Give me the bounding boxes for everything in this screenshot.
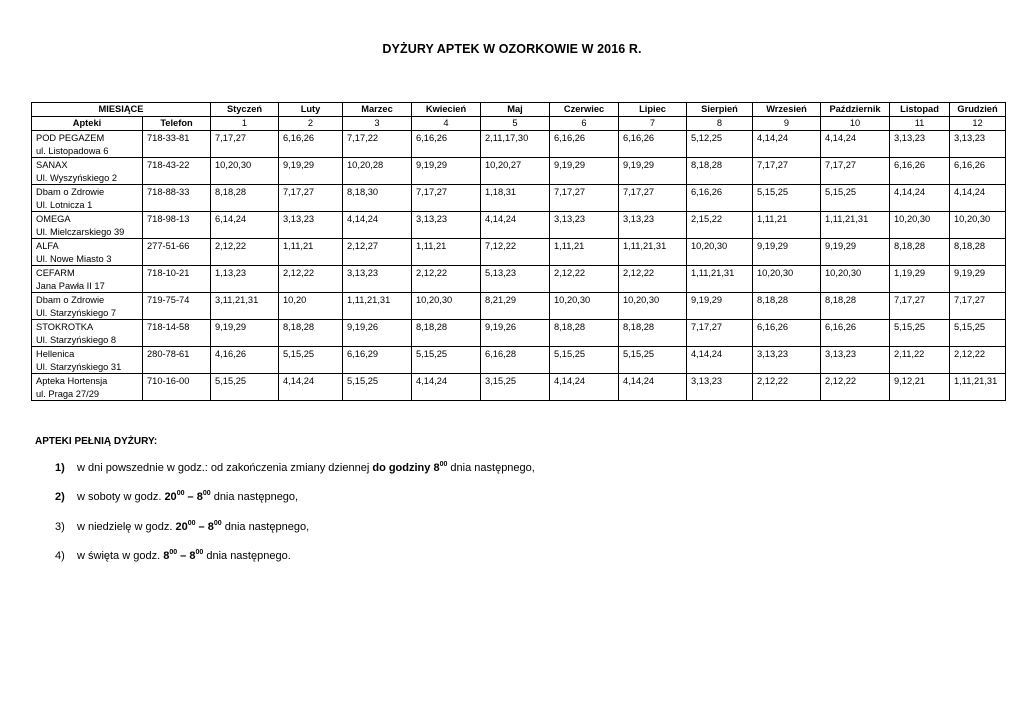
duty-days-cell: 3,13,23 (753, 347, 821, 374)
pharmacy-name: SANAX (36, 160, 68, 170)
duty-days-cell: 6,16,26 (550, 131, 619, 158)
duty-days-cell: 10,20,30 (412, 293, 481, 320)
duty-days-cell: 6,16,26 (890, 158, 950, 185)
duty-days-cell: 7,17,27 (211, 131, 279, 158)
phone-cell: 718-14-58 (143, 320, 211, 347)
duty-days-cell: 4,14,24 (950, 185, 1006, 212)
duty-days-cell: 5,15,25 (753, 185, 821, 212)
list-item (55, 550, 535, 579)
duty-days-cell: 4,14,24 (619, 374, 687, 401)
phone-cell: 718-88-33 (143, 185, 211, 212)
duty-days-cell: 10,20,28 (343, 158, 412, 185)
month-header: Czerwiec (550, 103, 619, 117)
month-number: 3 (343, 117, 412, 131)
duty-days-cell: 7,17,27 (619, 185, 687, 212)
rule-hour-minutes: 00 (213, 519, 222, 527)
duty-days-cell: 7,17,27 (753, 158, 821, 185)
month-header: Maj (481, 103, 550, 117)
phone-cell: 718-10-21 (143, 266, 211, 293)
duty-days-cell: 2,12,22 (412, 266, 481, 293)
phone-cell: 710-16-00 (143, 374, 211, 401)
duty-days-cell: 5,12,25 (687, 131, 753, 158)
rule-text: w święta w godz. (77, 549, 164, 562)
pharmacy-address: Ul. Lotnicza 1 (36, 199, 93, 210)
duty-days-cell: 4,14,24 (343, 212, 412, 239)
duty-days-cell: 8,18,28 (412, 320, 481, 347)
duty-days-cell: 5,15,25 (821, 185, 890, 212)
duty-days-cell: 1,11,21,31 (821, 212, 890, 239)
table-row (32, 212, 1006, 239)
duty-days-cell: 1,11,21 (753, 212, 821, 239)
duty-days-cell: 9,19,29 (279, 158, 343, 185)
pharmacy-address: Ul. Wyszyńskiego 2 (36, 172, 118, 183)
rule-hour: 20 (175, 520, 188, 533)
duty-days-cell: 9,19,29 (950, 266, 1006, 293)
rule-hour-minutes: 00 (195, 548, 204, 556)
month-number: 9 (753, 117, 821, 131)
duty-days-cell: 4,14,24 (821, 131, 890, 158)
month-header: Listopad (890, 103, 950, 117)
month-number: 7 (619, 117, 687, 131)
pharmacy-cell (32, 266, 143, 293)
rule-text: w dni powszednie w godz.: od zakończenia zmiany dziennej (77, 462, 373, 474)
month-number: 5 (481, 117, 550, 131)
duty-days-cell: 3,11,21,31 (211, 293, 279, 320)
list-item (55, 521, 535, 550)
duty-days-cell: 1,11,21 (279, 239, 343, 266)
duty-days-cell: 2,11,22 (890, 347, 950, 374)
duty-days-cell: 3,13,23 (950, 131, 1006, 158)
months-header-row (32, 103, 1006, 117)
duty-days-cell: 6,16,29 (343, 347, 412, 374)
table-row (32, 266, 1006, 293)
duty-days-cell: 9,19,29 (753, 239, 821, 266)
duty-days-cell: 6,16,26 (619, 131, 687, 158)
rule-hour-minutes: 00 (202, 490, 211, 498)
month-header: Lipiec (619, 103, 687, 117)
duty-days-cell: 6,16,26 (687, 185, 753, 212)
pharmacy-name: STOKROTKA (36, 322, 94, 332)
duty-days-cell: 10,20,30 (753, 266, 821, 293)
duty-days-cell: 6,16,26 (753, 320, 821, 347)
table-row (32, 158, 1006, 185)
pharmacy-name: OMEGA (36, 214, 71, 224)
list-item (55, 491, 535, 520)
pharmacy-name: ALFA (36, 241, 59, 251)
pharmacy-name: Dbam o Zdrowie (36, 187, 105, 197)
pharmacy-cell (32, 158, 143, 185)
duty-days-cell: 6,16,28 (481, 347, 550, 374)
duty-days-cell: 6,16,26 (279, 131, 343, 158)
duty-days-cell: 2,12,22 (550, 266, 619, 293)
duty-days-cell: 8,18,28 (550, 320, 619, 347)
duty-days-cell: 3,13,23 (412, 212, 481, 239)
rule-text: dnia następnego, (221, 520, 310, 533)
duty-days-cell: 5,15,25 (343, 374, 412, 401)
table-row (32, 374, 1006, 401)
duty-days-cell: 4,14,24 (412, 374, 481, 401)
list-number: 2) (55, 491, 65, 504)
duty-days-cell: 1,11,21,31 (343, 293, 412, 320)
list-number: 1) (55, 462, 65, 474)
pharmacy-address: ul. Listopadowa 6 (36, 145, 109, 156)
duty-days-cell: 7,17,27 (687, 320, 753, 347)
month-number: 11 (890, 117, 950, 131)
duty-days-cell: 4,14,24 (550, 374, 619, 401)
month-number: 1 (211, 117, 279, 131)
duty-days-cell: 7,17,27 (821, 158, 890, 185)
notes-title: APTEKI PEŁNIĄ DYŻURY: (35, 436, 158, 447)
month-number: 8 (687, 117, 753, 131)
duty-days-cell: 9,19,29 (687, 293, 753, 320)
table-row (32, 320, 1006, 347)
duty-days-cell: 5,13,23 (481, 266, 550, 293)
duty-days-cell: 8,18,28 (619, 320, 687, 347)
duty-days-cell: 8,18,30 (343, 185, 412, 212)
phone-cell: 280-78-61 (143, 347, 211, 374)
duty-days-cell: 8,18,28 (950, 239, 1006, 266)
pharmacy-address: Ul. Starzyńskiego 8 (36, 334, 117, 345)
rule-hour: 20 (164, 491, 177, 504)
duty-days-cell: 3,15,25 (481, 374, 550, 401)
column-header-row (32, 117, 1006, 131)
duty-days-cell: 2,12,22 (753, 374, 821, 401)
phone-cell: 718-43-22 (143, 158, 211, 185)
table-row (32, 131, 1006, 158)
duty-days-cell: 7,17,22 (343, 131, 412, 158)
duty-days-cell: 8,18,28 (687, 158, 753, 185)
month-number: 10 (821, 117, 890, 131)
duty-days-cell: 9,19,26 (343, 320, 412, 347)
duty-days-cell: 8,18,28 (211, 185, 279, 212)
month-header: Luty (279, 103, 343, 117)
duty-days-cell: 2,12,22 (211, 239, 279, 266)
rule-hour-minutes: 00 (176, 490, 185, 498)
month-header: Marzec (343, 103, 412, 117)
duty-days-cell: 5,15,25 (550, 347, 619, 374)
pharmacy-address: Jana Pawła II 17 (36, 280, 105, 291)
month-number: 12 (950, 117, 1006, 131)
pharmacy-name: Apteka Hortensja (36, 376, 108, 386)
duty-days-cell: 4,14,24 (890, 185, 950, 212)
month-header: Styczeń (211, 103, 279, 117)
pharmacy-address: ul. Praga 27/29 (36, 388, 100, 399)
duty-hours-list (55, 462, 535, 579)
duty-days-cell: 10,20,30 (890, 212, 950, 239)
duty-days-cell: 10,20,30 (687, 239, 753, 266)
rule-text: dnia następnego, (447, 462, 535, 474)
pharmacy-cell (32, 320, 143, 347)
duty-days-cell: 10,20,30 (950, 212, 1006, 239)
pharmacy-name: Hellenica (36, 349, 75, 359)
duty-days-cell: 8,18,28 (821, 293, 890, 320)
duty-days-cell: 1,11,21,31 (950, 374, 1006, 401)
duty-days-cell: 2,12,22 (821, 374, 890, 401)
duty-days-cell: 7,17,27 (412, 185, 481, 212)
table-row (32, 293, 1006, 320)
duty-days-cell: 3,13,23 (279, 212, 343, 239)
duty-days-cell: 1,11,21 (550, 239, 619, 266)
pharmacy-cell (32, 374, 143, 401)
month-number: 2 (279, 117, 343, 131)
duty-days-cell: 9,19,26 (481, 320, 550, 347)
phone-cell: 719-75-74 (143, 293, 211, 320)
pharmacy-cell (32, 239, 143, 266)
duty-days-cell: 3,13,23 (550, 212, 619, 239)
rule-text: dnia następnego. (203, 549, 291, 562)
duty-days-cell: 5,15,25 (619, 347, 687, 374)
page-title: DYŻURY APTEK W OZORKOWIE W 2016 R. (382, 42, 642, 56)
duty-days-cell: 8,18,28 (279, 320, 343, 347)
duty-days-cell: 9,12,21 (890, 374, 950, 401)
table-row (32, 347, 1006, 374)
duty-days-cell: 4,16,26 (211, 347, 279, 374)
duty-days-cell: 9,19,29 (821, 239, 890, 266)
duty-days-cell: 8,18,28 (753, 293, 821, 320)
duty-days-cell: 7,17,27 (550, 185, 619, 212)
duty-days-cell: 5,15,25 (279, 347, 343, 374)
duty-days-cell: 9,19,29 (619, 158, 687, 185)
phone-cell: 718-33-81 (143, 131, 211, 158)
pharmacy-address: Ul. Starzyńskiego 7 (36, 307, 117, 318)
duty-days-cell: 6,16,26 (950, 158, 1006, 185)
phone-cell: 718-98-13 (143, 212, 211, 239)
duty-days-cell: 5,15,25 (950, 320, 1006, 347)
rule-hour-minutes: 00 (439, 461, 448, 468)
duty-days-cell: 3,13,23 (890, 131, 950, 158)
rule-hour-minutes: 00 (187, 519, 196, 527)
duty-days-cell: 9,19,29 (550, 158, 619, 185)
duty-days-cell: 10,20,30 (821, 266, 890, 293)
months-label: MIESIĄCE (32, 103, 211, 117)
pharmacy-name: POD PEGAZEM (36, 133, 105, 143)
duty-days-cell: 1,13,23 (211, 266, 279, 293)
rule-text: w niedzielę w godz. (77, 520, 176, 533)
duty-days-cell: 2,12,22 (619, 266, 687, 293)
duty-table-body (32, 131, 1006, 401)
pharmacy-cell (32, 293, 143, 320)
pharmacy-address: Ul. Mielczarskiego 39 (36, 226, 125, 237)
duty-days-cell: 2,15,22 (687, 212, 753, 239)
list-number: 3) (55, 520, 65, 533)
table-row (32, 185, 1006, 212)
duty-days-cell: 8,21,29 (481, 293, 550, 320)
month-number: 6 (550, 117, 619, 131)
duty-days-cell: 2,12,22 (279, 266, 343, 293)
duty-days-cell: 10,20,30 (211, 158, 279, 185)
rule-hour: – 8 (184, 491, 203, 504)
duty-days-cell: 5,15,25 (412, 347, 481, 374)
pharmacy-cell (32, 212, 143, 239)
duty-days-cell: 3,13,23 (687, 374, 753, 401)
list-number: 4) (55, 549, 65, 562)
duty-days-cell: 3,13,23 (343, 266, 412, 293)
duty-days-cell: 8,18,28 (890, 239, 950, 266)
pharmacy-cell (32, 347, 143, 374)
duty-days-cell: 2,12,27 (343, 239, 412, 266)
duty-days-cell: 1,11,21 (412, 239, 481, 266)
duty-days-cell: 5,15,25 (890, 320, 950, 347)
duty-days-cell: 10,20,30 (550, 293, 619, 320)
duty-days-cell: 10,20,30 (619, 293, 687, 320)
duty-days-cell: 3,13,23 (821, 347, 890, 374)
pharmacy-cell (32, 131, 143, 158)
month-header: Wrzesień (753, 103, 821, 117)
rule-hour: do godziny 8 (372, 462, 440, 474)
duty-days-cell: 10,20,27 (481, 158, 550, 185)
duty-days-cell: 9,19,29 (211, 320, 279, 347)
rule-hour-minutes: 00 (169, 548, 178, 556)
duty-days-cell: 9,19,29 (412, 158, 481, 185)
month-number: 4 (412, 117, 481, 131)
duty-days-cell: 3,13,23 (619, 212, 687, 239)
duty-days-cell: 4,14,24 (753, 131, 821, 158)
duty-days-cell: 6,16,26 (412, 131, 481, 158)
pharmacy-address: Ul. Starzyńskiego 31 (36, 361, 122, 372)
month-header: Grudzień (950, 103, 1006, 117)
duty-days-cell: 7,17,27 (890, 293, 950, 320)
month-header: Kwiecień (412, 103, 481, 117)
month-header: Sierpień (687, 103, 753, 117)
duty-days-cell: 6,14,24 (211, 212, 279, 239)
rule-hour: 8 (163, 549, 170, 562)
duty-days-cell: 1,11,21,31 (619, 239, 687, 266)
phone-cell: 277-51-66 (143, 239, 211, 266)
rule-hour: – 8 (177, 549, 196, 562)
pharmacy-column-header: Apteki (32, 117, 143, 131)
duty-days-cell: 4,14,24 (687, 347, 753, 374)
duty-days-cell: 1,11,21,31 (687, 266, 753, 293)
duty-days-cell: 2,11,17,30 (481, 131, 550, 158)
month-header: Październik (821, 103, 890, 117)
rule-text: dnia następnego, (210, 491, 299, 504)
duty-days-cell: 5,15,25 (211, 374, 279, 401)
duty-days-cell: 4,14,24 (279, 374, 343, 401)
duty-days-cell: 6,16,26 (821, 320, 890, 347)
table-row (32, 239, 1006, 266)
duty-days-cell: 7,17,27 (950, 293, 1006, 320)
duty-days-cell: 7,12,22 (481, 239, 550, 266)
duty-days-cell: 2,12,22 (950, 347, 1006, 374)
pharmacy-address: Ul. Nowe Miasto 3 (36, 253, 112, 264)
duty-days-cell: 4,14,24 (481, 212, 550, 239)
list-item (55, 462, 535, 491)
duty-schedule-table (31, 102, 1006, 401)
duty-days-cell: 7,17,27 (279, 185, 343, 212)
duty-days-cell: 10,20 (279, 293, 343, 320)
phone-column-header: Telefon (143, 117, 211, 131)
rule-text: w soboty w godz. (77, 491, 165, 504)
pharmacy-name: CEFARM (36, 268, 75, 278)
duty-days-cell: 1,19,29 (890, 266, 950, 293)
pharmacy-cell (32, 185, 143, 212)
duty-days-cell: 1,18,31 (481, 185, 550, 212)
rule-hour: – 8 (195, 520, 214, 533)
pharmacy-name: Dbam o Zdrowie (36, 295, 105, 305)
